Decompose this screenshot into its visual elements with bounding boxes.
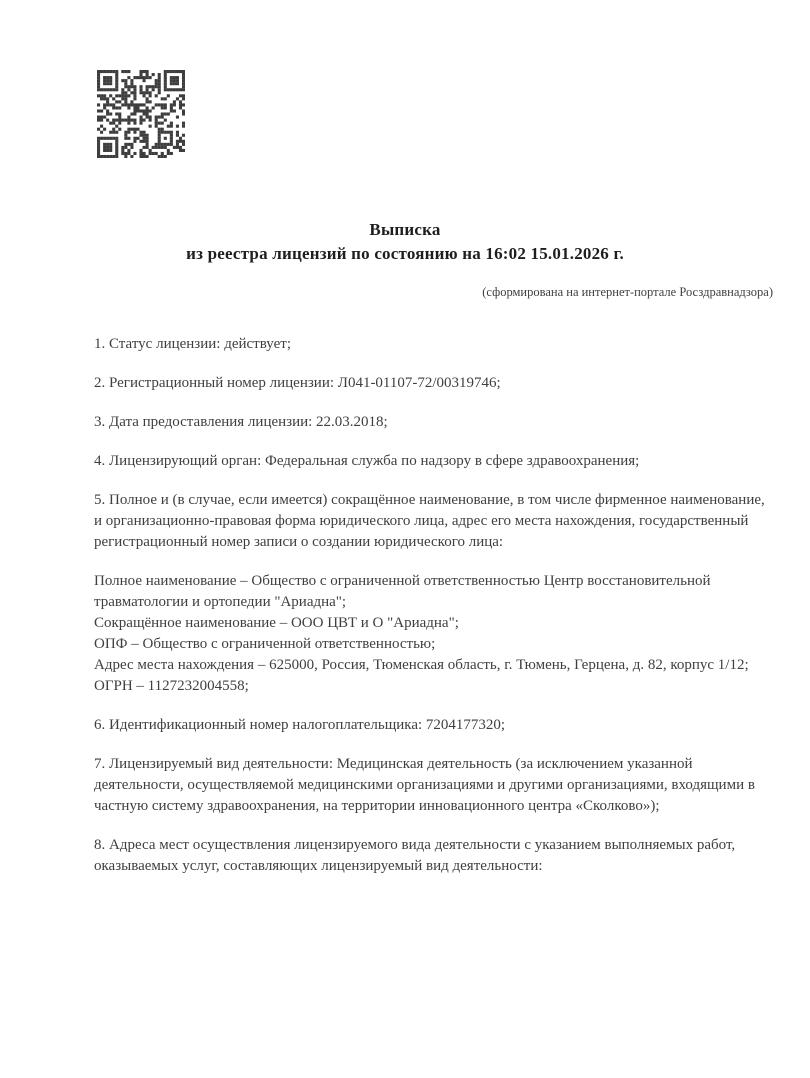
org-full-name: Полное наименование – Общество с ограниченной ответственностью Центр восстановительной травматологии и ортопедии "Ариадна"; xyxy=(94,573,711,610)
item-2-registration-number: 2. Регистрационный номер лицензии: Л041-01107-72/00319746; xyxy=(94,375,501,391)
qr-code-image xyxy=(97,70,185,158)
document-body xyxy=(94,334,773,895)
document-subtitle: (сформирована на интернет-портале Росздравнадзора) xyxy=(482,285,773,299)
qr-code-icon xyxy=(97,70,185,158)
title-line-2: из реестра лицензий по состоянию на 16:02 15.01.2026 г. xyxy=(186,244,624,263)
item-6-inn: 6. Идентификационный номер налогоплательщика: 7204177320; xyxy=(94,717,506,733)
item-8-activity-addresses: 8. Адреса мест осуществления лицензируемого вида деятельности с указанием выполняемых работ, оказываемых услуг, составляющих лицензируемый вид деятельности: xyxy=(94,837,736,874)
item-5-org-name-heading: 5. Полное и (в случае, если имеется) сокращённое наименование, в том числе фирменное наименование, и организационно-правовая форма юридического лица, адрес его места нахождения, государственный регистрационный номер записи о создании юридического лица: xyxy=(94,492,765,550)
org-short-name: Сокращённое наименование – ООО ЦВТ и О "Ариадна"; xyxy=(94,615,459,631)
item-3-grant-date: 3. Дата предоставления лицензии: 22.03.2018; xyxy=(94,414,388,430)
title-line-1: Выписка xyxy=(369,220,441,239)
item-1-license-status: 1. Статус лицензии: действует; xyxy=(94,336,291,352)
org-address: Адрес места нахождения – 625000, Россия, Тюменская область, г. Тюмень, Герцена, д. 82, корпус 1/12; xyxy=(94,657,749,673)
org-legal-form: ОПФ – Общество с ограниченной ответственностью; xyxy=(94,636,436,652)
organization-details xyxy=(94,571,773,697)
item-4-licensing-authority: 4. Лицензирующий орган: Федеральная служба по надзору в сфере здравоохранения; xyxy=(94,453,640,469)
item-7-licensed-activity: 7. Лицензируемый вид деятельности: Медицинская деятельность (за исключением указанной деятельности, осуществляемой медицинскими организациями и другими организациями, входящими в частную систему здравоохранения, на территории инновационного центра «Сколково»); xyxy=(94,756,755,814)
document-title xyxy=(0,218,810,266)
org-ogrn: ОГРН – 1127232004558; xyxy=(94,678,249,694)
